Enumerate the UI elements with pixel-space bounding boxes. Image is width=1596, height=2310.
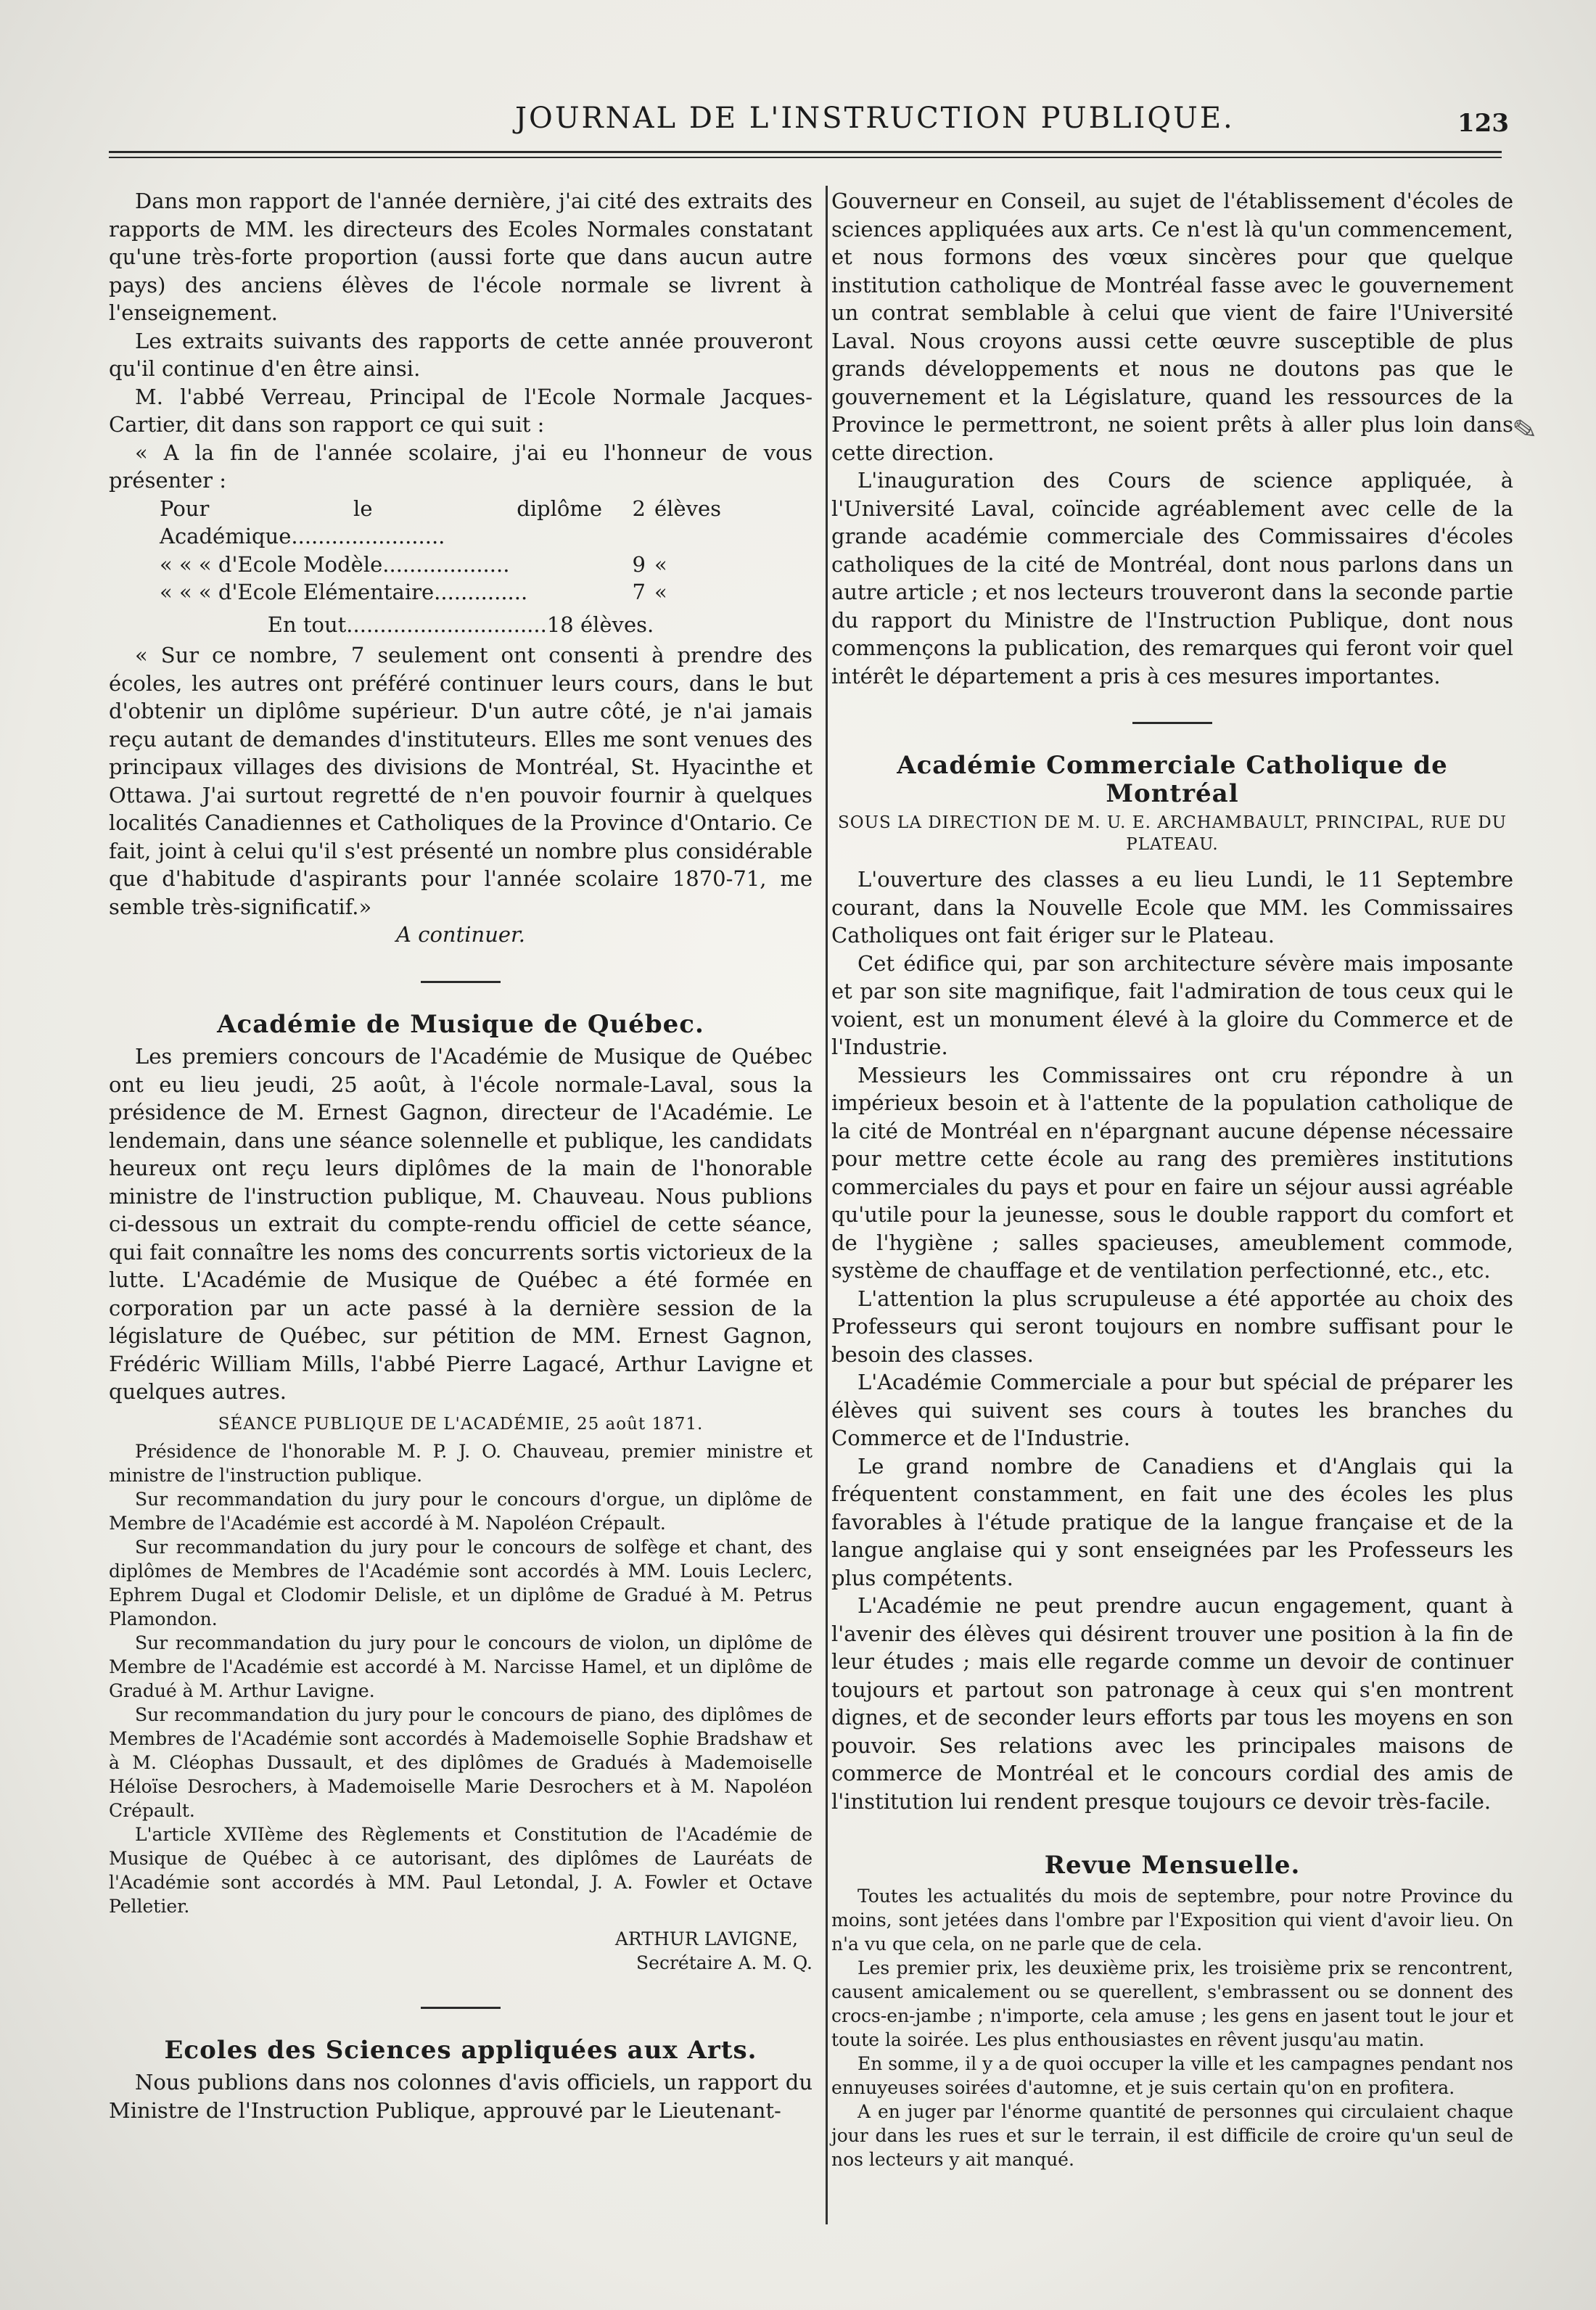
- paragraph: Cet édifice qui, par son architecture sévère mais imposante et par son site magnifique, fait l'admiration de tous ceux qui le voient, est un monument élevé à la gloire du Commerce et de l'Industrie.: [831, 950, 1513, 1059]
- seance-heading: SÉANCE PUBLIQUE DE L'ACADÉMIE, 25 août 1871.: [218, 1414, 704, 1434]
- diploma-row: [109, 551, 813, 579]
- paragraph: L'ouverture des classes a eu lieu Lundi, le 11 Septembre courant, dans la Nouvelle Ecole que MM. les Commissaires Catholiques ont fait ériger sur le Plateau.: [831, 867, 1513, 948]
- left-column: [109, 187, 813, 2124]
- signature-name: ARTHUR LAVIGNE,: [614, 1928, 798, 1949]
- paragraph: L'attention la plus scrupuleuse a été apportée au choix des Professeurs qui seront toujours en nombre suffisant pour le besoin des classes.: [831, 1286, 1513, 1367]
- revue-body: [831, 1884, 1513, 2171]
- paragraph: Toutes les actualités du mois de septembre, pour notre Province du moins, sont jetées dans l'ombre par l'Exposition qui vient d'avoir lieu. On n'a vu que cela, on ne parle que de cela.: [831, 1885, 1513, 1955]
- page-header: [109, 102, 1516, 145]
- header-rule-thin: [109, 157, 1502, 158]
- paragraph: Les premier prix, les deuxième prix, les troisième prix se rencontrent, causent amicalement ou se querellent, s'embrassent ou se donnent des crocs-en-jambe ; n'importe, cela amuse ; les gens en jasent tout le jour et toute la soirée. Les plus enthousiastes en rêvent jusqu'au matin.: [831, 1957, 1513, 2050]
- section-divider: [421, 981, 501, 983]
- continuation-note: A continuer.: [396, 922, 525, 947]
- section-title: Ecoles des Sciences appliquées aux Arts.: [164, 2035, 757, 2065]
- section-title: Académie de Musique de Québec.: [217, 1009, 704, 1039]
- diploma-label: Pour le diplôme Académique.......................: [160, 496, 602, 548]
- diploma-total: En tout..............................18 élèves.: [267, 612, 654, 637]
- diploma-unit: «: [654, 551, 667, 577]
- diploma-label: « « « d'Ecole Elémentaire..............: [160, 580, 528, 604]
- section-title: Académie Commerciale Catholique de Montréal: [897, 751, 1448, 808]
- page-number: 123: [1457, 109, 1509, 138]
- diploma-label: « « « d'Ecole Modèle...................: [160, 551, 510, 577]
- paragraph: Messieurs les Commissaires ont cru répondre à un impérieux besoin et à l'attente de la population catholique de la cité de Montréal en n'épargnant aucune dépense nécessaire pour mettre cette école au rang des premières institutions commerciales du pays et pour en faire un séjour aussi agréable qu'utile pour la jeunesse, sous le double rapport du comfort et de l'hygiène ; salles spacieuses, ameublement commode, système de chauffage et de ventilation perfectionné, etc., etc.: [831, 1062, 1513, 1283]
- paragraph: « A la fin de l'année scolaire, j'ai eu l'honneur de vous présenter :: [109, 440, 813, 493]
- signature-title: Secrétaire A. M. Q.: [636, 1952, 813, 1973]
- right-column: [831, 187, 1513, 2171]
- diploma-row: [109, 495, 813, 551]
- diploma-unit: «: [654, 580, 667, 604]
- paragraph: Le grand nombre de Canadiens et d'Anglais qui la fréquentent constamment, en fait une des écoles les plus favorables à l'étude pratique de la langue française et de la langue anglaise qui y sont enseignées par les Professeurs les plus compétents.: [831, 1453, 1513, 1590]
- journal-title: JOURNAL DE L'INSTRUCTION PUBLIQUE.: [515, 102, 1235, 135]
- paragraph: « Sur ce nombre, 7 seulement ont consenti à prendre des écoles, les autres ont préféré continuer leurs cours, dans le but d'obtenir un diplôme supérieur. D'un autre côté, je n'ai jamais reçu autant de demandes d'instituteurs. Elles me sont venues des principaux villages des divisions de Montréal, St. Hyacinthe et Ottawa. J'ai surtout regretté de n'en pouvoir fournir à quelques localités Canadiennes et Catholiques de la Province d'Ontario. Ce fait, joint à celui qu'il s'est présenté un nombre plus considérable que d'habitude d'aspirants pour l'année scolaire 1870-71, me semble très-significatif.»: [109, 643, 813, 919]
- paragraph: Sur recommandation du jury pour le concours de violon, un diplôme de Membre de l'Académie est accordé à M. Narcisse Hamel, et un diplôme de Gradué à M. Arthur Lavigne.: [109, 1632, 813, 1701]
- paragraph: Les premiers concours de l'Académie de Musique de Québec ont eu lieu jeudi, 25 août, à l'école normale-Laval, sous la présidence de M. Ernest Gagnon, directeur de l'Académie. Le lendemain, dans une séance solennelle et publique, les candidats heureux ont reçu leurs diplômes de la main de l'honorable ministre de l'instruction publique, M. Chauveau. Nous publions ci-dessous un extrait du compte-rendu officiel de cette séance, qui fait connaître les noms des concurrents sortis victorieux de la lutte. L'Académie de Musique de Québec a été formée en corporation par un acte passé à la dernière session de la législature de Québec, sur pétition de MM. Ernest Gagnon, Frédéric William Mills, l'abbé Pierre Lagacé, Arthur Lavigne et quelques autres.: [109, 1044, 813, 1404]
- diploma-count: 9: [632, 551, 646, 577]
- paragraph: Sur recommandation du jury pour le concours d'orgue, un diplôme de Membre de l'Académie est accordé à M. Napoléon Crépault.: [109, 1488, 813, 1534]
- paragraph: Les extraits suivants des rapports de cette année prouveront qu'il continue d'en être ainsi.: [109, 328, 813, 381]
- paragraph: Gouverneur en Conseil, au sujet de l'établissement d'écoles de sciences appliquées aux arts. Ce n'est là qu'un commencement, et nous formons des vœux sincères pour que quelque institution catholique de Montréal fasse avec le gouvernement un contrat semblable à celui que vient de faire l'Université Laval. Nous croyons aussi cette œuvre susceptible de plus grands développements et nous ne doutons pas que le gouvernement et la Législature, quand les ressources de la Province le permettront, ne soient prêts à aller plus loin dans cette direction.: [831, 189, 1513, 465]
- paragraph: L'article XVIIème des Règlements et Constitution de l'Académie de Musique de Québec à ce autorisant, des diplômes de Lauréats de l'Académie sont accordés à MM. Paul Letondal, J. A. Fowler et Octave Pelletier.: [109, 1823, 813, 1917]
- section-title: Revue Mensuelle.: [1044, 1851, 1301, 1880]
- seance-minutes: [109, 1439, 813, 1975]
- paragraph: Présidence de l'honorable M. P. J. O. Chauveau, premier ministre et ministre de l'instruction publique.: [109, 1440, 813, 1486]
- paragraph: En somme, il y a de quoi occuper la ville et les campagnes pendant nos ennuyeuses soirées d'automne, et je suis certain qu'on en profitera.: [831, 2052, 1513, 2098]
- section-subtitle: SOUS LA DIRECTION DE M. U. E. ARCHAMBAULT, PRINCIPAL, RUE DU PLATEAU.: [837, 813, 1507, 854]
- header-rule: [109, 151, 1502, 153]
- diploma-count: 2: [632, 496, 646, 521]
- handwritten-mark: ✎: [1510, 411, 1539, 449]
- paragraph: Nous publions dans nos colonnes d'avis officiels, un rapport du Ministre de l'Instruction Publique, approuvé par le Lieutenant-: [109, 2070, 813, 2123]
- section-divider: [421, 2007, 501, 2009]
- paragraph: M. l'abbé Verreau, Principal de l'Ecole Normale Jacques-Cartier, dit dans son rapport ce qui suit :: [109, 384, 813, 437]
- paragraph: Dans mon rapport de l'année dernière, j'ai cité des extraits des rapports de MM. les directeurs des Ecoles Normales constatant qu'une très-forte proportion (aussi forte que dans aucun autre pays) des anciens élèves de l'école normale se livrent à l'enseignement.: [109, 189, 813, 325]
- paragraph: A en juger par l'énorme quantité de personnes qui circulaient chaque jour dans les rues et sur le terrain, il est difficile de croire qu'un seul de nos lecteurs y ait manqué.: [831, 2100, 1513, 2170]
- diploma-unit: élèves: [654, 496, 722, 521]
- diploma-count: 7: [632, 580, 646, 604]
- column-separator: [826, 186, 828, 2224]
- paragraph: L'inauguration des Cours de science appliquée, à l'Université Laval, coïncide agréablement avec celle de la grande académie commerciale des Commissaires d'écoles catholiques de la cité de Montréal, dont nous parlons dans un autre article ; et nos lecteurs trouveront dans la seconde partie du rapport du Ministre de l'Instruction Publique, dont nous commençons la publication, des remarques qui feront voir quel intérêt le département a pris à ces mesures importantes.: [831, 468, 1513, 689]
- section-divider: [1132, 722, 1212, 724]
- paragraph: L'Académie Commerciale a pour but spécial de préparer les élèves qui suivent ses cours à toutes les branches du Commerce et de l'Industrie.: [831, 1370, 1513, 1450]
- paragraph: Sur recommandation du jury pour le concours de piano, des diplômes de Membres de l'Académie sont accordés à Mademoiselle Sophie Bradshaw et à M. Cléophas Dussault, et des diplômes de Gradués à Mademoiselle Héloïse Desrochers, à Mademoiselle Marie Desrochers et à M. Napoléon Crépault.: [109, 1703, 813, 1821]
- paragraph: L'Académie ne peut prendre aucun engagement, quant à l'avenir des élèves qui désirent trouver une position à la fin de leur études ; mais elle regarde comme un devoir de continuer toujours et partout son patronage à ceux qui s'en montrent dignes, et de seconder leurs efforts par tous les moyens en son pouvoir. Ses relations avec les principales maisons de commerce de Montréal et le concours cordial des amis de l'institution lui rendent presque toujours ce devoir très-facile.: [831, 1593, 1513, 1814]
- paragraph: Sur recommandation du jury pour le concours de solfège et chant, des diplômes de Membres de l'Académie sont accordés à MM. Louis Leclerc, Ephrem Dugal et Clodomir Delisle, et un diplôme de Gradué à M. Petrus Plamondon.: [109, 1536, 813, 1629]
- diploma-row: [109, 578, 813, 607]
